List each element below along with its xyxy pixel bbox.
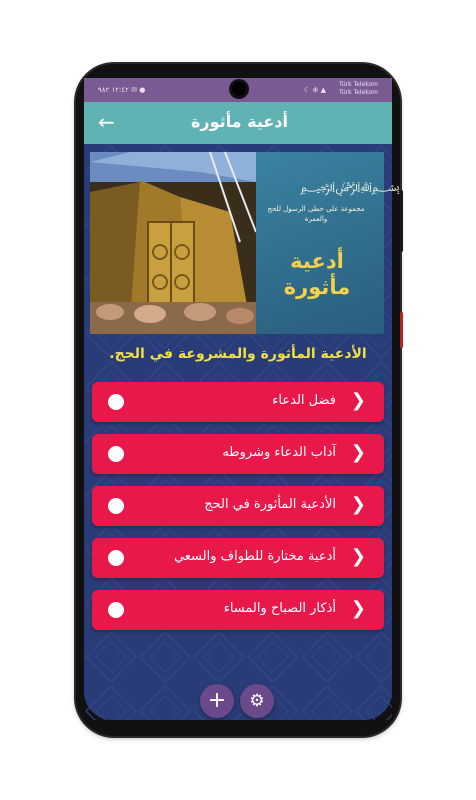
chevron-right-icon: ❯	[350, 546, 366, 567]
radio-dot-icon	[108, 394, 124, 410]
app-bar	[84, 102, 392, 144]
screen	[84, 78, 400, 720]
menu-item[interactable]	[92, 486, 384, 526]
page-title: أدعية مأثورة	[190, 112, 288, 131]
status-info: ٩٨٢ ✉ ●	[98, 86, 146, 94]
settings-button[interactable]	[240, 684, 274, 718]
chevron-right-icon: ❯	[350, 598, 366, 619]
carrier-1: Türk Telekom	[339, 81, 378, 88]
radio-dot-icon	[108, 550, 124, 566]
menu-item-label: أذكار الصباح والمساء	[223, 601, 336, 616]
section-heading: الأدعية المأثورة والمشروعة في الحج.	[109, 346, 367, 362]
add-button[interactable]	[200, 684, 234, 718]
logo: ﷽	[300, 180, 400, 195]
chevron-right-icon: ❯	[350, 494, 366, 515]
plus-icon: +	[207, 688, 227, 713]
banner-text-panel	[256, 152, 400, 334]
menu-item-label: الأدعية المأثورة في الحج	[204, 497, 336, 512]
menu-item[interactable]	[92, 382, 384, 422]
chevron-right-icon: ❯	[350, 390, 366, 411]
chevron-right-icon: ❯	[350, 442, 366, 463]
menu-item-label: أدعية مختارة للطواف والسعي	[173, 549, 336, 564]
status-time	[98, 86, 145, 94]
status-bar	[84, 78, 392, 102]
menu-item[interactable]	[92, 434, 384, 474]
main-content	[84, 144, 400, 720]
radio-dot-icon	[108, 446, 124, 462]
menu-item[interactable]	[92, 590, 384, 630]
carrier-2: Türk Telekom	[339, 89, 378, 96]
banner-subtitle: مجموعة على خطى الرسول للحج والعمرة	[267, 205, 365, 223]
power-button	[400, 190, 403, 252]
back-arrow-icon[interactable]: ←	[98, 110, 115, 134]
kaaba-door-image	[90, 152, 256, 334]
gear-icon: ⚙	[249, 691, 265, 711]
volume-button	[400, 312, 403, 348]
radio-dot-icon	[108, 498, 124, 514]
status-icons: ☾ ⊕ ▲	[304, 86, 326, 94]
menu-item[interactable]	[92, 538, 384, 578]
menu-item-label: آداب الدعاء وشروطه	[222, 445, 336, 460]
menu-item-label: فضل الدعاء	[272, 393, 336, 408]
carrier-info	[339, 81, 378, 97]
banner	[90, 152, 400, 334]
front-camera	[232, 82, 246, 96]
radio-dot-icon	[108, 602, 124, 618]
banner-title: أدعية مأثورة	[283, 249, 351, 299]
clock: ١٢:٤٢	[111, 86, 129, 94]
